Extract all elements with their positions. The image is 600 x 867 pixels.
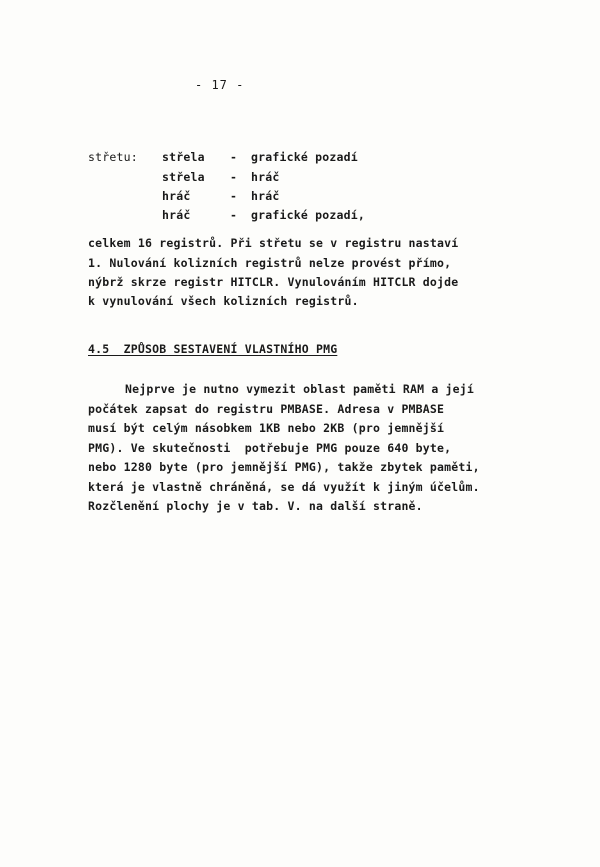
paragraph2-line-3: musí být celým násobkem 1KB nebo 2KB (pro jemnější xyxy=(88,421,445,435)
collision-row-3-dash: - xyxy=(230,189,238,203)
paragraph1-line-2: 1. Nulování kolizních registrů nelze provést přímo, xyxy=(88,256,452,270)
collision-row-4-b: grafické pozadí, xyxy=(251,208,365,222)
collision-row-3-b: hráč xyxy=(251,189,280,203)
collision-row-1-a: střela xyxy=(162,150,205,164)
collision-row-2-b: hráč xyxy=(251,170,280,184)
section-heading: 4.5 ZPŮSOB SESTAVENÍ VLASTNÍHO PMG xyxy=(88,342,338,356)
paragraph1-line-4: k vynulování všech kolizních registrů. xyxy=(88,294,359,308)
paragraph2-line-7: Rozčlenění plochy je v tab. V. na další straně. xyxy=(88,499,423,513)
paragraph2-line-2: počátek zapsat do registru PMBASE. Adresa v PMBASE xyxy=(88,402,445,416)
collision-row-2-a: střela xyxy=(162,170,205,184)
collision-row-2-dash: - xyxy=(230,170,238,184)
page-number: - 17 - xyxy=(195,78,245,92)
collision-row-4-a: hráč xyxy=(162,208,191,222)
collision-row-1-b: grafické pozadí xyxy=(251,150,358,164)
paragraph2-line-4: PMG). Ve skutečnosti potřebuje PMG pouze 640 byte, xyxy=(88,441,452,455)
paragraph2-line-5: nebo 1280 byte (pro jemnější PMG), takže zbytek paměti, xyxy=(88,460,480,474)
collision-row-3-a: hráč xyxy=(162,189,191,203)
collision-list-label: střetu: xyxy=(88,150,138,164)
paragraph2-line-6: která je vlastně chráněná, se dá využít k jiným účelům. xyxy=(88,480,480,494)
collision-row-4-dash: - xyxy=(230,208,238,222)
collision-row-1-dash: - xyxy=(230,150,238,164)
paragraph1-line-3: nýbrž skrze registr HITCLR. Vynulováním HITCLR dojde xyxy=(88,275,459,289)
paragraph2-line-1: Nejprve je nutno vymezit oblast paměti RAM a její xyxy=(125,382,475,396)
paragraph1-line-1: celkem 16 registrů. Při střetu se v registru nastaví xyxy=(88,236,459,250)
